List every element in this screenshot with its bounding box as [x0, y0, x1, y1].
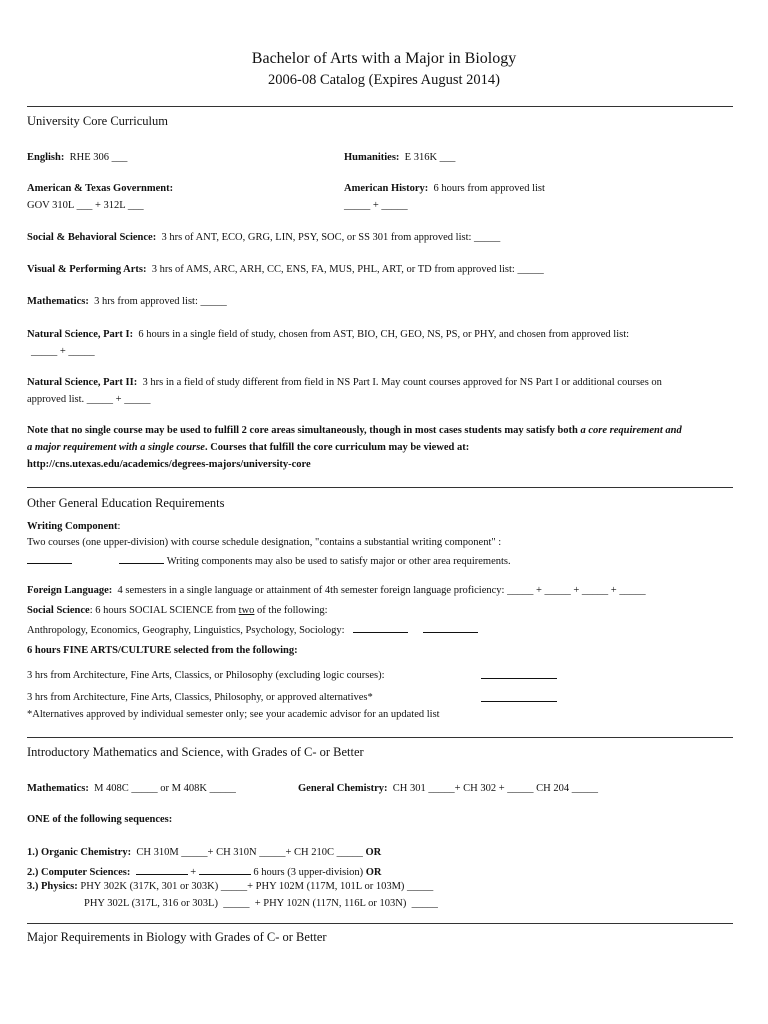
sequence-physics-alt: PHY 302L (317L, 316 or 303L) _____ + PHY 102N (117N, 116L or 103N) _____ [84, 898, 438, 909]
natural-science-1: Natural Science, Part I: 6 hours in a single field of study, chosen from AST, BIO, CH, GEO, NS, PS, or PHY, and chosen from approved list: [27, 329, 630, 340]
fine-arts-1-blank[interactable] [481, 668, 557, 679]
government-label: American & Texas Government: [27, 183, 174, 194]
section-heading-major: Major Requirements in Biology with Grades of C- or Better [27, 930, 327, 944]
intro-chem: General Chemistry: CH 301 _____+ CH 302 + _____ CH 204 _____ [298, 783, 599, 794]
divider [27, 487, 733, 488]
sequence-cs: 2.) Computer Sciences: + 6 hours (3 upper-division) OR [27, 864, 382, 878]
intro-math: Mathematics: M 408C _____ or M 408K _____ [27, 783, 236, 794]
writing-blank-2[interactable] [119, 553, 164, 564]
section-heading-core: University Core Curriculum [27, 114, 168, 128]
sequence-heading: ONE of the following sequences: [27, 814, 173, 825]
natural-science-1-blanks: _____ + _____ [31, 346, 95, 357]
cs-blank-1[interactable] [136, 864, 188, 875]
social-science-gened: Social Science: 6 hours SOCIAL SCIENCE from two of the following: [27, 605, 328, 616]
writing-text: Two courses (one upper-division) with course schedule designation, "contains a substantial writing component" : [27, 537, 502, 548]
fine-arts-2: 3 hrs from Architecture, Fine Arts, Classics, Philosophy, or approved alternatives* [27, 692, 373, 703]
arts-requirement: Visual & Performing Arts: 3 hrs of AMS, ARC, ARH, CC, ENS, FA, MUS, PHL, ART, or TD from approved list: _____ [27, 264, 544, 275]
fine-arts-heading: 6 hours FINE ARTS/CULTURE selected from the following: [27, 645, 298, 656]
natural-science-2: Natural Science, Part II: 3 hrs in a field of study different from field in NS Part I. May count courses approved for NS Part I or additional courses on [27, 377, 662, 388]
humanities-requirement: Humanities: E 316K ___ [344, 152, 456, 163]
divider [27, 106, 733, 107]
section-heading-intro: Introductory Mathematics and Science, with Grades of C- or Better [27, 745, 364, 759]
history-requirement: American History: 6 hours from approved list [344, 183, 545, 194]
core-url[interactable]: http://cns.utexas.edu/academics/degrees-majors/university-core [27, 459, 311, 470]
government-courses: GOV 310L ___ + 312L ___ [27, 200, 144, 211]
socsci-blank-2[interactable] [423, 622, 478, 633]
core-note-line1: Note that no single course may be used to fulfill 2 core areas simultaneously, though in most cases students may satisfy both a core requirement and [27, 425, 682, 436]
page-subtitle: 2006-08 Catalog (Expires August 2014) [268, 72, 500, 88]
fine-arts-note: *Alternatives approved by individual semester only; see your academic advisor for an updated list [27, 709, 440, 720]
socsci-blank-1[interactable] [353, 622, 408, 633]
fine-arts-2-blank[interactable] [481, 691, 557, 702]
writing-blank-1[interactable] [27, 553, 72, 564]
natural-science-2-cont: approved list. _____ + _____ [27, 394, 151, 405]
writing-label: Writing Component: [27, 521, 121, 532]
social-science-list: Anthropology, Economics, Geography, Linguistics, Psychology, Sociology: [27, 622, 478, 636]
math-requirement: Mathematics: 3 hrs from approved list: _____ [27, 296, 227, 307]
divider [27, 737, 733, 738]
writing-note: Writing components may also be used to satisfy major or other area requirements. [166, 556, 511, 567]
sequence-organic: 1.) Organic Chemistry: CH 310M _____+ CH 310N _____+ CH 210C _____ OR [27, 847, 382, 858]
social-science-requirement: Social & Behavioral Science: 3 hrs of ANT, ECO, GRG, LIN, PSY, SOC, or SS 301 from approved list: _____ [27, 232, 501, 243]
core-note-line2: a major requirement with a single course. Courses that fulfill the core curriculum may be viewed at: [27, 442, 470, 453]
section-heading-gened: Other General Education Requirements [27, 496, 225, 510]
cs-blank-2[interactable] [199, 864, 251, 875]
sequence-physics: 3.) Physics: PHY 302K (317K, 301 or 303K) _____+ PHY 102M (117M, 101L or 103M) _____ [27, 881, 434, 892]
history-blanks: _____ + _____ [344, 200, 408, 211]
foreign-language-requirement: Foreign Language: 4 semesters in a single language or attainment of 4th semester foreign language proficiency: _____ + _____ + _____ + _____ [27, 585, 646, 596]
writing-blanks [27, 553, 511, 567]
divider [27, 923, 733, 924]
english-requirement: English: RHE 306 ___ [27, 152, 128, 163]
fine-arts-1: 3 hrs from Architecture, Fine Arts, Classics, or Philosophy (excluding logic courses): [27, 670, 385, 681]
page-title: Bachelor of Arts with a Major in Biology [251, 50, 517, 67]
